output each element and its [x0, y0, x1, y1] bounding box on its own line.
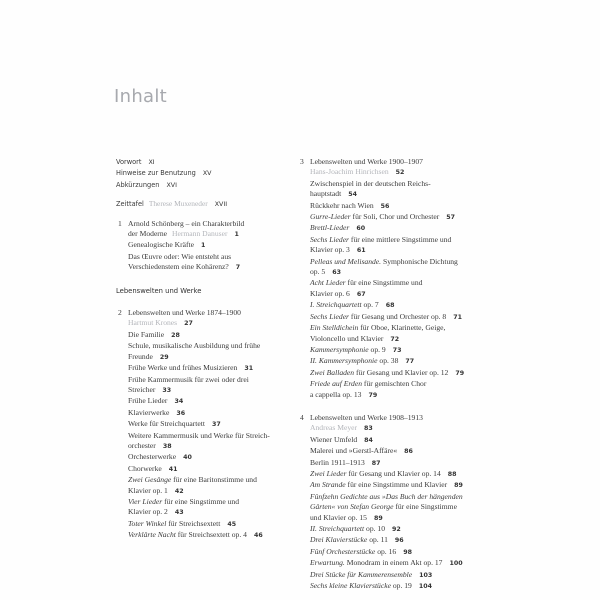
toc-text: 29 [159, 353, 169, 361]
toc-entry-hinweise[interactable] [116, 168, 296, 179]
toc-text: Genealogische Kräfte [128, 240, 194, 250]
toc-text: op. 9 [368, 344, 386, 354]
toc-text: 3 [300, 157, 304, 166]
toc-text: 63 [332, 269, 341, 277]
toc-text: II. Streichquartett [310, 524, 365, 533]
toc-text: Orchesterwerke [128, 452, 177, 462]
toc-text: I. Streichquartett [310, 300, 362, 310]
toc-text: Verklärte Nacht [128, 530, 176, 540]
toc-text: Frühe Kammermusik für zwei oder drei [128, 374, 249, 384]
toc-chapter-4[interactable] [298, 413, 498, 593]
toc-entry[interactable] [310, 235, 498, 245]
toc-text: 61 [356, 247, 366, 255]
toc-entry[interactable] [310, 212, 498, 223]
toc-text: Frühe Werke und frühes Musizieren [128, 363, 238, 373]
section-heading: Lebenswelten und Werke [116, 286, 202, 295]
toc-text: Toter Winkel [128, 518, 167, 528]
toc-entry[interactable] [310, 480, 498, 491]
toc-text: Vorwort [116, 158, 142, 166]
toc-entry[interactable] [310, 300, 498, 311]
toc-text: Klavier op. 6 [310, 288, 350, 298]
toc-text: Sechs kleine Klavierstücke [310, 581, 391, 591]
toc-entry-zeittafel[interactable] [116, 199, 296, 210]
toc-entry[interactable] [310, 581, 498, 592]
toc-entry[interactable] [310, 345, 498, 356]
toc-text: 28 [171, 331, 180, 339]
toc-text: 37 [211, 421, 221, 429]
toc-text: Hermann Danuser [172, 229, 228, 239]
toc-text: 79 [455, 369, 465, 377]
toc-text: Drei Stücke für Kammerensemble [310, 569, 413, 579]
toc-entry[interactable] [128, 519, 296, 530]
toc-text: 27 [184, 320, 193, 328]
toc-text: für eine Singstimme [393, 502, 457, 512]
toc-text: op. 10 [364, 524, 386, 533]
toc-text: 1 [118, 218, 122, 228]
toc-text: XV [202, 170, 212, 178]
toc-text: Malerei und »Gerstl-Affäre« [310, 446, 398, 456]
toc-text: orchester [128, 440, 156, 450]
toc-entry[interactable] [310, 323, 498, 333]
toc-entry[interactable] [310, 368, 498, 379]
toc-chapter-2[interactable] [116, 308, 296, 542]
toc-text: II. Kammersymphonie [310, 356, 378, 366]
toc-text: Hinweise zur Benutzung [116, 169, 196, 178]
toc-text: 77 [405, 358, 415, 366]
toc-text: Drei Klavierstücke [310, 535, 368, 545]
toc-entry[interactable] [310, 257, 498, 267]
toc-entry[interactable] [310, 435, 498, 446]
toc-text: 38 [162, 442, 172, 450]
toc-entry[interactable] [310, 558, 498, 569]
toc-text: und Klavier op. 15 [310, 512, 367, 522]
toc-text: Wiener Umfeld [310, 434, 358, 444]
toc-text: 79 [368, 391, 378, 399]
toc-text: 68 [385, 302, 395, 310]
toc-text: Klavier op. 1 [128, 485, 168, 495]
toc-text: Abkürzungen [116, 180, 160, 189]
toc-entry[interactable] [128, 341, 296, 351]
toc-text: 4 [300, 412, 304, 422]
toc-text: 36 [176, 409, 186, 417]
toc-entry[interactable] [310, 278, 498, 288]
toc-entry[interactable] [310, 312, 498, 323]
toc-entry[interactable] [310, 492, 498, 502]
toc-entry[interactable] [310, 524, 498, 535]
toc-text: Berlin 1911–1913 [310, 457, 365, 467]
toc-text: Brettl-Lieder [310, 223, 350, 233]
toc-text: op. 19 [390, 581, 412, 591]
toc-text: hauptstadt [310, 189, 342, 199]
toc-entry[interactable] [310, 570, 498, 581]
toc-text: Lebenswelten und Werke 1908–1913 [310, 412, 423, 422]
toc-text: 1 [201, 242, 206, 250]
toc-text: Zwischenspiel in der deutschen Reichs- [310, 178, 431, 188]
toc-text: Fünf Orchesterstücke [310, 546, 376, 556]
toc-text: 57 [446, 214, 455, 222]
toc-text: Hartmut Krones [128, 318, 178, 328]
toc-text: 52 [395, 169, 405, 177]
toc-text: für Gesang und Klavier op. 12 [354, 367, 449, 377]
toc-text: Therese Muxeneder [148, 199, 208, 209]
toc-text: Lebenswelten und Werke 1874–1900 [128, 308, 241, 318]
toc-entry[interactable] [128, 408, 296, 419]
toc-left-column [116, 157, 296, 542]
toc-text: 100 [449, 560, 463, 568]
toc-text: Fünfzehn Gedichte aus »Das Buch der hängenden [310, 491, 463, 501]
toc-text: op. 11 [367, 535, 388, 545]
toc-text: 92 [392, 526, 401, 533]
toc-text: 88 [447, 470, 457, 478]
toc-entry[interactable] [310, 379, 498, 389]
toc-text: Klavierwerke [128, 407, 170, 417]
toc-text: Gurre-Lieder [310, 212, 351, 222]
toc-text: Das Œuvre oder: Wie entsteht aus [128, 251, 232, 261]
toc-text: Pelleas und Melisande. [310, 256, 382, 266]
toc-text: Gärten« von Stefan George [310, 502, 394, 512]
toc-text: 104 [418, 583, 433, 591]
toc-text: 83 [364, 425, 373, 433]
toc-text: Lebenswelten und Werke 1900–1907 [310, 157, 423, 166]
toc-text: Acht Lieder [310, 278, 346, 288]
toc-entry[interactable] [128, 475, 296, 485]
toc-text: 46 [253, 532, 263, 540]
toc-text: Verschiedenstem eine Kohärenz? [128, 262, 229, 272]
toc-text: Streicher [128, 384, 156, 394]
toc-text: für eine Singstimme und [162, 496, 240, 506]
toc-text: für Gesang und Orchester op. 8 [349, 311, 447, 321]
toc-text: für Oboe, Klarinette, Geige, [358, 323, 446, 333]
toc-text: Violoncello und Klavier [310, 333, 384, 343]
toc-entry[interactable] [128, 330, 296, 341]
toc-entry[interactable] [128, 464, 296, 475]
toc-entry[interactable] [128, 530, 296, 541]
toc-chapter-3[interactable] [298, 157, 498, 401]
toc-entry[interactable] [310, 469, 498, 480]
toc-text: 96 [394, 537, 404, 545]
toc-text: 33 [162, 386, 172, 394]
toc-entry[interactable] [128, 363, 296, 374]
toc-text: Arnold Schönberg – ein Charakterbild [128, 218, 245, 228]
toc-text: 71 [453, 313, 462, 321]
toc-text: 89 [454, 482, 463, 490]
toc-text: Friede auf Erden [310, 379, 363, 389]
toc-text: für gemischten Chor [362, 379, 427, 389]
toc-text: 31 [244, 365, 254, 373]
toc-text: Ein Stelldichein [310, 323, 359, 333]
toc-text: 2 [118, 308, 122, 318]
toc-entry-vorwort[interactable] [116, 157, 296, 168]
toc-text: 56 [380, 202, 390, 210]
toc-text: Monodram in einem Akt op. 17 [344, 558, 443, 568]
toc-text: Klavier op. 3 [310, 245, 350, 255]
toc-entry[interactable] [310, 223, 498, 234]
toc-text: 98 [403, 548, 412, 556]
toc-text: Die Familie [128, 329, 165, 339]
toc-text: Freunde [128, 351, 153, 361]
toc-entry[interactable] [128, 396, 296, 407]
toc-text: Werke für Streichquartett [128, 419, 205, 429]
toc-text: 84 [364, 436, 373, 444]
toc-text: XVII [214, 201, 228, 209]
toc-text: XI [148, 159, 155, 166]
toc-text: 1 [234, 231, 239, 239]
toc-text: Andreas Meyer [310, 423, 358, 433]
toc-text: a cappella op. 13 [310, 389, 362, 399]
toc-entry[interactable] [310, 446, 498, 457]
toc-text: der Moderne [128, 229, 168, 239]
toc-text: 86 [404, 448, 413, 456]
toc-text: für eine Singstimme und Klavier [345, 480, 448, 490]
toc-text: Symphonische Dichtung [381, 256, 458, 266]
toc-entry[interactable] [310, 535, 498, 546]
toc-text: 67 [356, 290, 366, 298]
toc-entry[interactable] [128, 431, 296, 441]
toc-text: Erwartung. [310, 558, 345, 568]
toc-text: für eine Baritonstimme und [171, 475, 257, 485]
toc-text: 34 [174, 398, 184, 406]
toc-text: 7 [235, 264, 241, 272]
toc-text: Zwei Lieder [310, 468, 347, 478]
toc-text: 103 [419, 571, 433, 579]
toc-text: Weitere Kammermusik und Werke für Streich- [128, 430, 270, 440]
toc-text: für Streichsextett op. 4 [175, 530, 247, 540]
toc-text: für Soli, Chor und Orchester [350, 212, 440, 222]
toc-text: Zwei Balladen [310, 367, 355, 377]
toc-text: op. 16 [375, 546, 397, 556]
toc-text: 87 [371, 459, 381, 467]
toc-entry[interactable] [128, 452, 296, 463]
toc-text: Zeittafel [116, 200, 144, 209]
toc-text: 45 [227, 520, 237, 528]
toc-text: XVI [166, 181, 177, 189]
toc-text: 72 [390, 335, 400, 343]
toc-text: 42 [174, 487, 184, 495]
toc-text: op. 38 [377, 356, 399, 366]
toc-text: Frühe Lieder [128, 396, 168, 406]
toc-entry[interactable] [128, 497, 296, 507]
toc-text: Am Strande [310, 480, 346, 490]
toc-entry[interactable] [310, 458, 498, 469]
toc-text: Klavier op. 2 [128, 507, 168, 517]
toc-text: 89 [373, 514, 383, 522]
toc-entry[interactable] [128, 252, 296, 262]
toc-right-column [298, 157, 498, 592]
toc-text: 60 [356, 225, 366, 233]
toc-entry[interactable] [128, 240, 296, 251]
toc-text: Kammersymphonie [310, 344, 369, 354]
toc-text: 43 [174, 509, 184, 517]
toc-entry[interactable] [310, 201, 498, 212]
toc-text: Sechs Lieder [310, 311, 350, 321]
toc-text: 54 [348, 191, 357, 199]
toc-entry[interactable] [128, 375, 296, 385]
toc-text: Vier Lieder [128, 496, 163, 506]
toc-text: 40 [183, 454, 192, 462]
toc-text: Schule, musikalische Ausbildung und frühe [128, 341, 261, 351]
toc-text: für Gesang und Klavier op. 14 [346, 468, 441, 478]
toc-entry-abkuerzungen[interactable] [116, 180, 296, 191]
toc-text: Zwei Gesänge [128, 475, 172, 485]
toc-chapter-1[interactable] [116, 219, 296, 274]
toc-text: Hans-Joachim Hinrichsen [310, 167, 389, 177]
toc-text: Rückkehr nach Wien [310, 200, 374, 210]
toc-entry[interactable] [310, 179, 498, 189]
toc-text: Sechs Lieder [310, 234, 350, 244]
toc-text: Chorwerke [128, 463, 162, 473]
toc-text: für Streichsextett [166, 518, 221, 528]
toc-entry[interactable] [310, 356, 498, 367]
toc-entry[interactable] [310, 547, 498, 558]
toc-text: für eine mittlere Singstimme und [349, 234, 452, 244]
toc-text: 73 [392, 346, 402, 354]
toc-text: op. 5 [310, 267, 326, 277]
page-title: Inhalt [114, 86, 168, 107]
toc-text: 41 [168, 465, 178, 473]
toc-text: für eine Singstimme und [345, 278, 423, 288]
toc-entry[interactable] [128, 419, 296, 430]
toc-text: op. 7 [361, 300, 379, 310]
